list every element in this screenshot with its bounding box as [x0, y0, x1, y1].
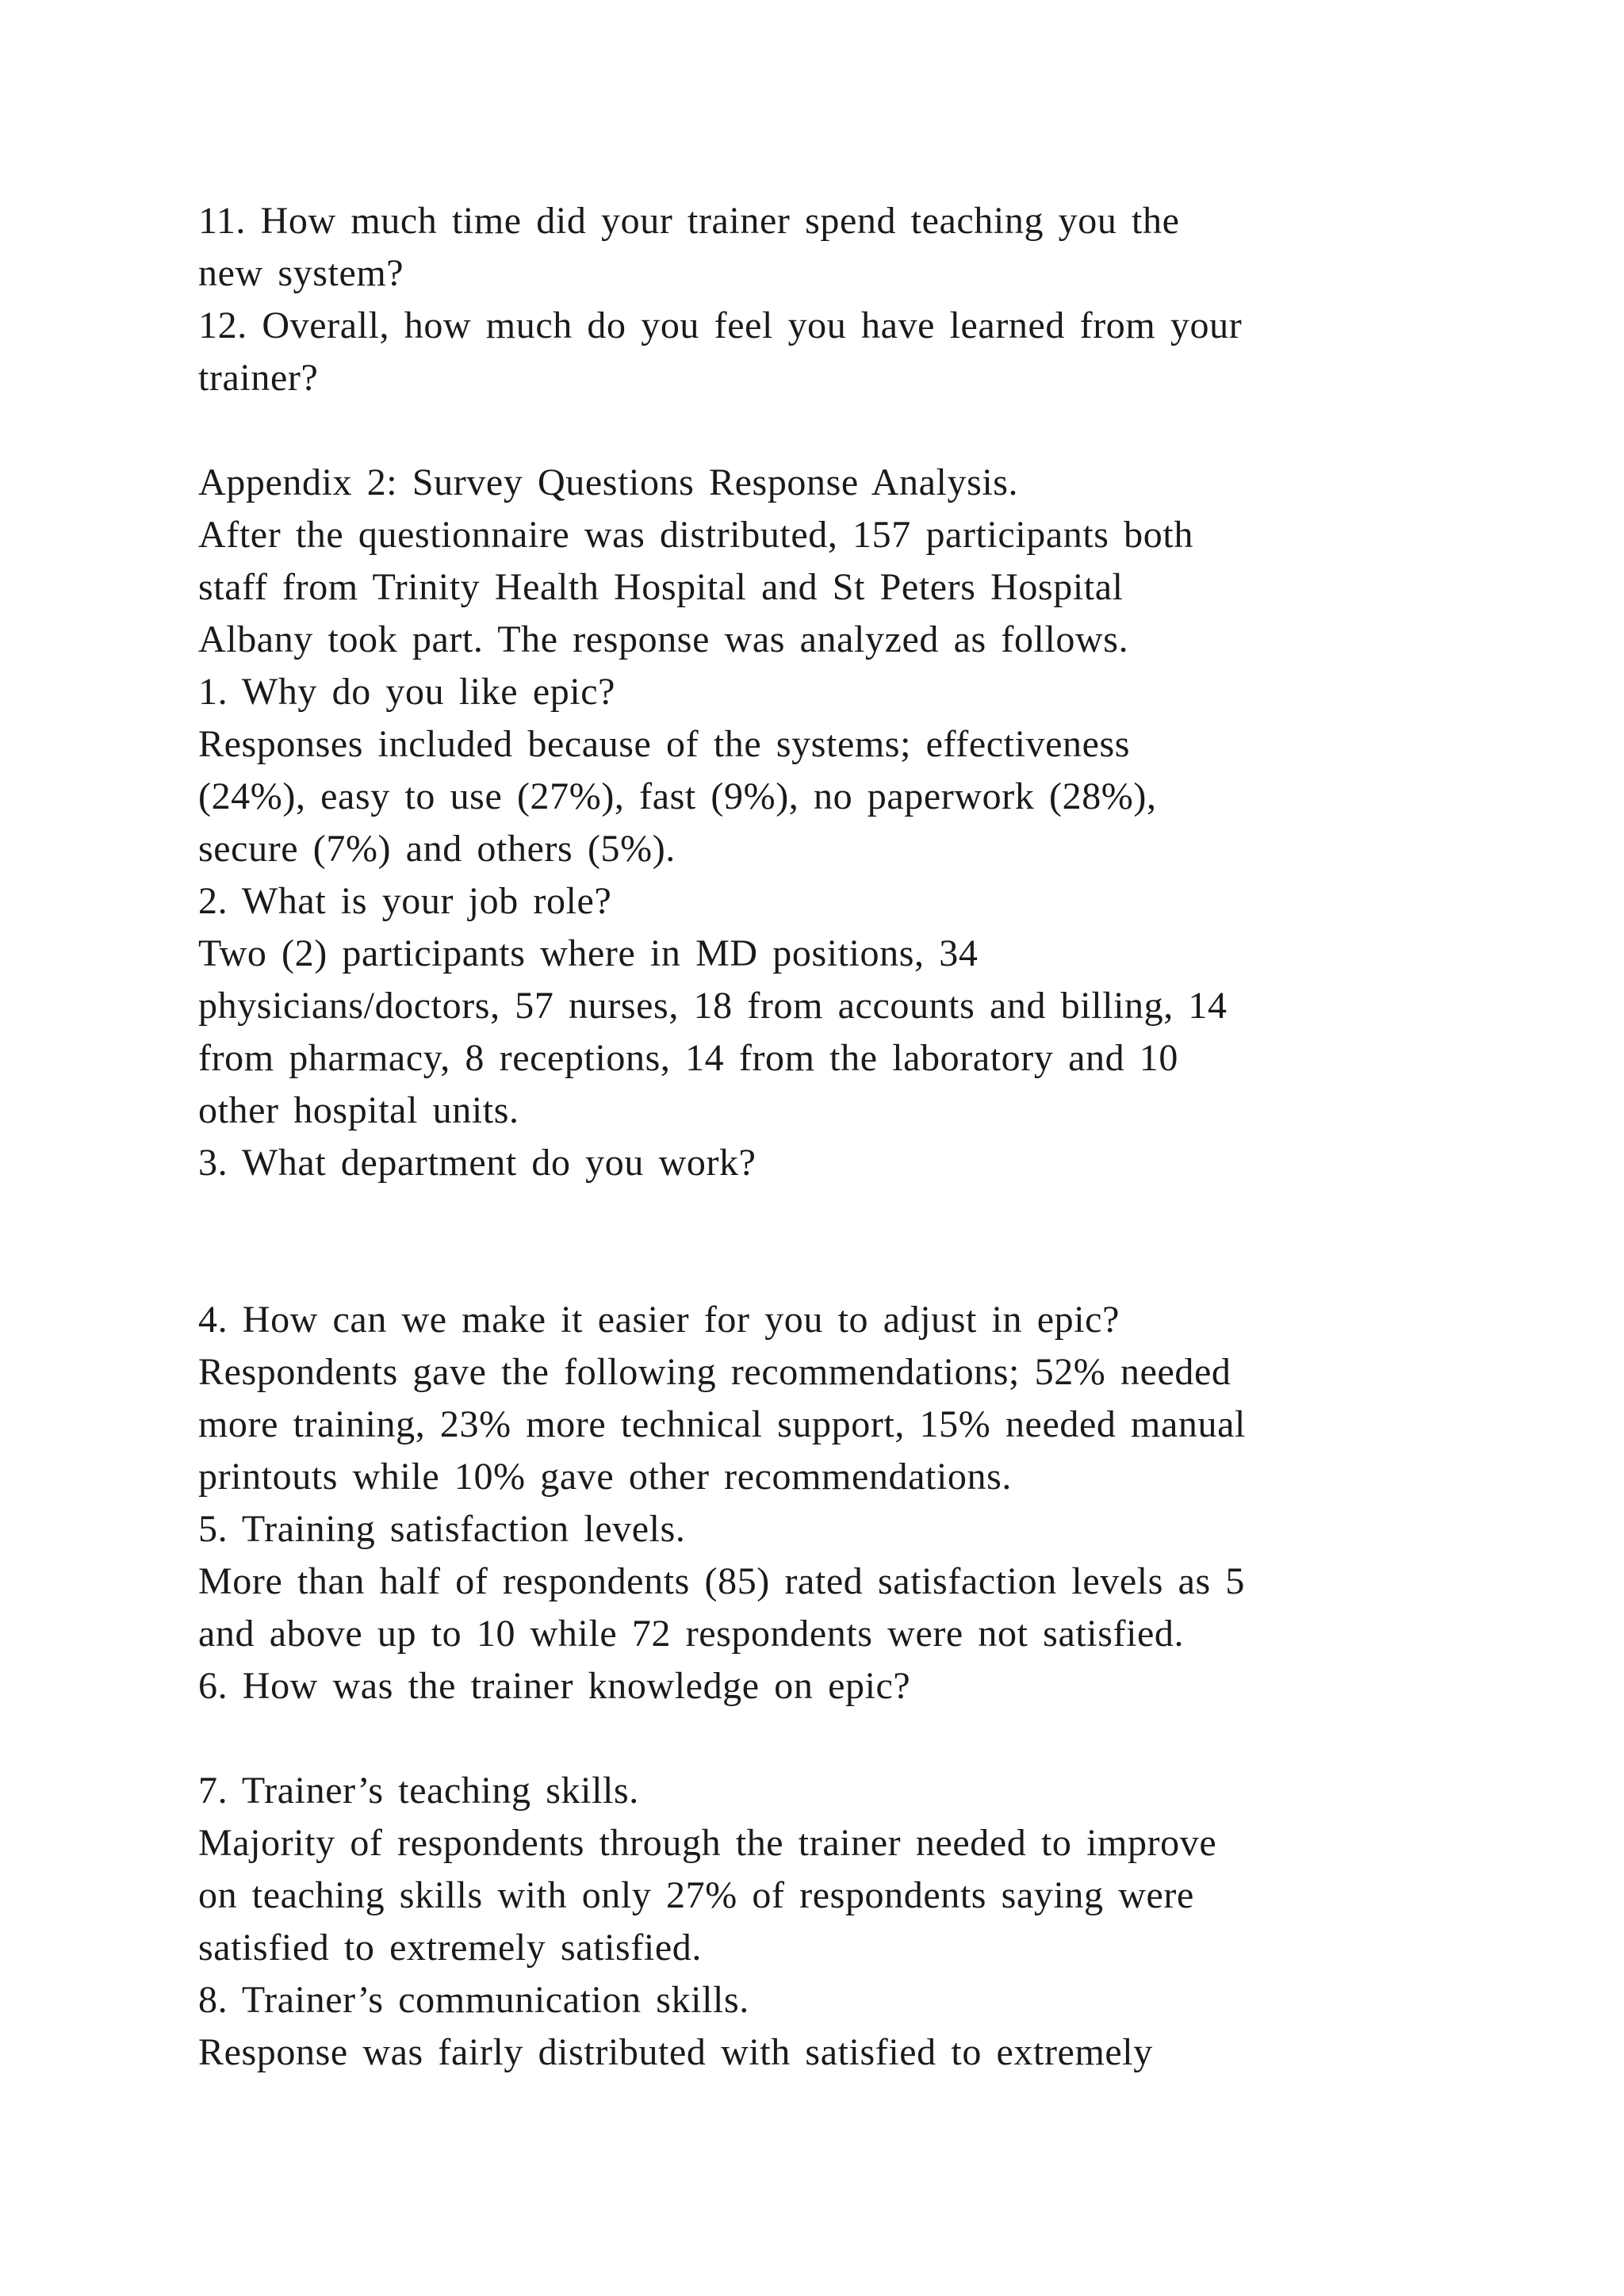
- spacer: [198, 1189, 1451, 1294]
- item-2-question: 2. What is your job role?: [198, 880, 612, 922]
- document-body: [198, 195, 1451, 2079]
- item-7-answer-line-2: on teaching skills with only 27% of respondents saying were: [198, 1874, 1194, 1916]
- item-2-answer-line-1: Two (2) participants where in MD positions, 34: [198, 932, 979, 974]
- item-1-answer-line-3: secure (7%) and others (5%).: [198, 828, 676, 870]
- intro-line-1: After the questionnaire was distributed, 157 participants both: [198, 514, 1193, 556]
- question-11-line-1: 11. How much time did your trainer spend teaching you the: [198, 200, 1180, 242]
- item-1-answer-line-2: (24%), easy to use (27%), fast (9%), no paperwork (28%),: [198, 775, 1157, 817]
- item-7-answer-line-3: satisfied to extremely satisfied.: [198, 1927, 702, 1969]
- item-1-question: 1. Why do you like epic?: [198, 671, 616, 713]
- item-2-answer-line-4: other hospital units.: [198, 1089, 519, 1131]
- spacer: [198, 404, 1451, 457]
- item-8-answer-line-1: Response was fairly distributed with satisfied to extremely: [198, 2031, 1153, 2073]
- item-4-question: 4. How can we make it easier for you to adjust in epic?: [198, 1299, 1120, 1341]
- item-7-answer-line-1: Majority of respondents through the trainer needed to improve: [198, 1822, 1217, 1864]
- item-4-answer-line-2: more training, 23% more technical support, 15% needed manual: [198, 1403, 1246, 1445]
- item-3-question: 3. What department do you work?: [198, 1142, 756, 1184]
- intro-line-2: staff from Trinity Health Hospital and St Peters Hospital: [198, 566, 1124, 608]
- item-2-answer-line-2: physicians/doctors, 57 nurses, 18 from accounts and billing, 14: [198, 985, 1228, 1027]
- intro-line-3: Albany took part. The response was analyzed as follows.: [198, 618, 1129, 660]
- item-5-answer-line-1: More than half of respondents (85) rated satisfaction levels as 5: [198, 1560, 1245, 1602]
- spacer: [198, 1712, 1451, 1765]
- item-2-answer-line-3: from pharmacy, 8 receptions, 14 from the laboratory and 10: [198, 1037, 1178, 1079]
- item-6-question: 6. How was the trainer knowledge on epic?: [198, 1665, 911, 1707]
- question-11-line-2: new system?: [198, 252, 404, 294]
- item-4-answer-line-3: printouts while 10% gave other recommendations.: [198, 1456, 1012, 1498]
- question-12-line-2: trainer?: [198, 357, 319, 399]
- item-5-answer-line-2: and above up to 10 while 72 respondents were not satisfied.: [198, 1613, 1185, 1655]
- item-1-answer-line-1: Responses included because of the systems; effectiveness: [198, 723, 1131, 765]
- item-5-question: 5. Training satisfaction levels.: [198, 1508, 686, 1550]
- appendix-heading: Appendix 2: Survey Questions Response Analysis.: [198, 461, 1019, 503]
- item-8-question: 8. Trainer’s communication skills.: [198, 1979, 749, 2021]
- item-4-answer-line-1: Respondents gave the following recommendations; 52% needed: [198, 1351, 1231, 1393]
- question-12-line-1: 12. Overall, how much do you feel you have learned from your: [198, 304, 1243, 346]
- item-7-question: 7. Trainer’s teaching skills.: [198, 1770, 639, 1812]
